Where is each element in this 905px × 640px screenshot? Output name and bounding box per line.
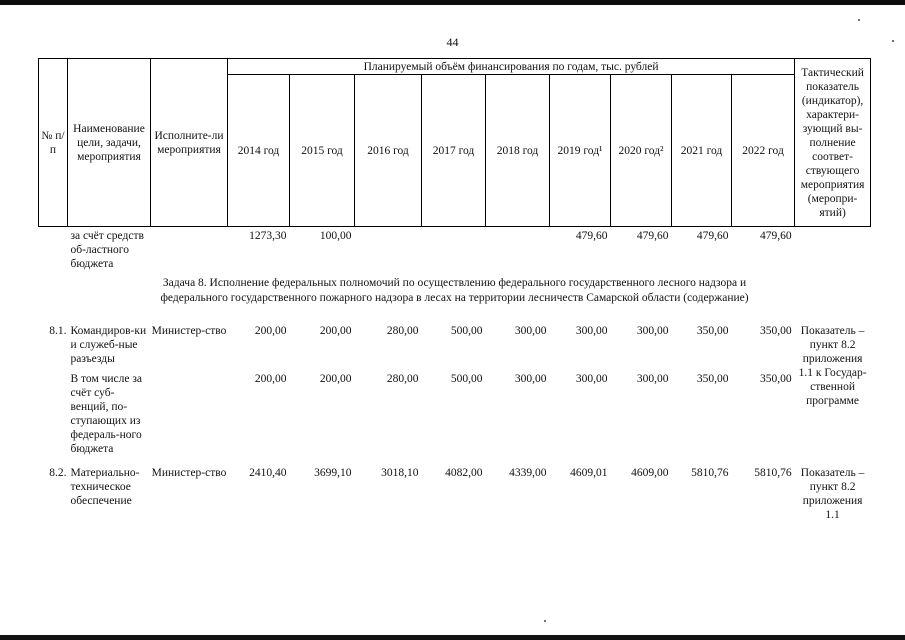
task-heading-row	[39, 271, 871, 314]
row-value: 200,00	[319, 325, 352, 337]
header-year: 2019 год¹	[550, 75, 611, 227]
table-header	[39, 59, 871, 227]
header-funding-group: Планируемый объём финансирования по годам, тыс. рублей	[228, 59, 795, 75]
row-executor	[151, 227, 228, 272]
header-year: 2021 год	[672, 75, 732, 227]
row-indicator: Показатель – пункт 8.2 приложения 1.1 к Государ-ственной программе	[798, 325, 867, 407]
task-heading	[39, 271, 871, 314]
scan-border-top	[0, 0, 905, 5]
row-value: 4082,00	[445, 467, 483, 479]
row-no: 8.1.	[49, 325, 67, 337]
header-year: 2022 год	[732, 75, 795, 227]
row-value: 300,00	[514, 325, 547, 337]
row-value: 280,00	[386, 373, 419, 385]
row-value: 350,00	[759, 325, 792, 337]
row-value	[355, 227, 422, 272]
row-value: 4339,00	[509, 467, 547, 479]
row-value: 350,00	[696, 325, 729, 337]
row-value: 200,00	[254, 373, 287, 385]
row-value: 500,00	[450, 325, 483, 337]
header-year: 2014 год	[228, 75, 290, 227]
header-executor: Исполните-ли мероприятия	[151, 59, 228, 227]
row-value: 200,00	[254, 325, 287, 337]
row-value	[486, 227, 550, 272]
row-value: 3699,10	[314, 467, 352, 479]
row-no	[39, 366, 68, 456]
row-executor: Министер-ство	[151, 325, 227, 337]
row-executor	[151, 366, 228, 456]
scan-border-bottom	[0, 635, 905, 640]
page-number: 44	[446, 35, 459, 49]
row-value	[422, 227, 486, 272]
task-heading-line: Задача 8. Исполнение федеральных полномочий по осуществлению федерального государственного лесного надзора и	[162, 277, 747, 289]
row-name: Материально-техническое обеспечение	[70, 467, 140, 507]
row-value: 300,00	[575, 325, 608, 337]
row-value: 479,60	[636, 230, 669, 242]
row-value: 300,00	[636, 373, 669, 385]
row-value: 500,00	[450, 373, 483, 385]
row-value: 350,00	[696, 373, 729, 385]
row-value: 479,60	[575, 230, 608, 242]
row-name: Командиров-ки и служеб-ные разъезды	[70, 325, 147, 365]
row-value: 300,00	[636, 325, 669, 337]
row-value: 1273,30	[249, 230, 287, 242]
header-no: № п/п	[39, 59, 68, 227]
header-year: 2018 год	[486, 75, 550, 227]
row-name: за счёт средств об-ластного бюджета	[70, 230, 144, 270]
row-name: В том числе за счёт суб-венций, по-ступающих из федераль-ного бюджета	[70, 373, 143, 455]
row-value: 2410,40	[249, 467, 287, 479]
row-value: 300,00	[514, 373, 547, 385]
row-indicator	[795, 227, 871, 272]
row-value: 200,00	[319, 373, 352, 385]
row-value: 100,00	[319, 230, 352, 242]
row-value: 280,00	[386, 325, 419, 337]
row-no: 8.2.	[49, 467, 67, 479]
scan-speck	[858, 19, 860, 21]
scan-speck	[544, 620, 546, 622]
row-value: 350,00	[759, 373, 792, 385]
table-row	[39, 366, 871, 456]
row-value: 479,60	[759, 230, 792, 242]
row-value: 5810,76	[754, 467, 792, 479]
table-row	[39, 456, 871, 522]
financing-table	[38, 58, 871, 522]
header-indicator: Тактический показатель (индикатор), характери-зующий вы-полнение соответ-ствующего мероприятия (меропри-ятий)	[795, 59, 871, 227]
header-name: Наименование цели, задачи, мероприятия	[68, 59, 151, 227]
row-no	[39, 227, 68, 272]
header-year: 2017 год	[422, 75, 486, 227]
table-row	[39, 227, 871, 272]
header-year: 2020 год²	[611, 75, 672, 227]
table-row	[39, 314, 871, 366]
row-value: 4609,01	[570, 467, 608, 479]
row-value: 4609,00	[631, 467, 669, 479]
row-value: 3018,10	[381, 467, 419, 479]
row-value: 479,60	[696, 230, 729, 242]
row-executor: Министер-ство	[151, 467, 227, 479]
row-indicator: Показатель – пункт 8.2 приложения 1.1	[800, 467, 865, 521]
row-value: 5810,76	[691, 467, 729, 479]
row-value: 300,00	[575, 373, 608, 385]
header-year: 2016 год	[355, 75, 422, 227]
task-heading-line: федерального государственного пожарного надзора в лесах на территории лесничеств Самарской области (содержание)	[160, 292, 749, 304]
header-year: 2015 год	[290, 75, 355, 227]
